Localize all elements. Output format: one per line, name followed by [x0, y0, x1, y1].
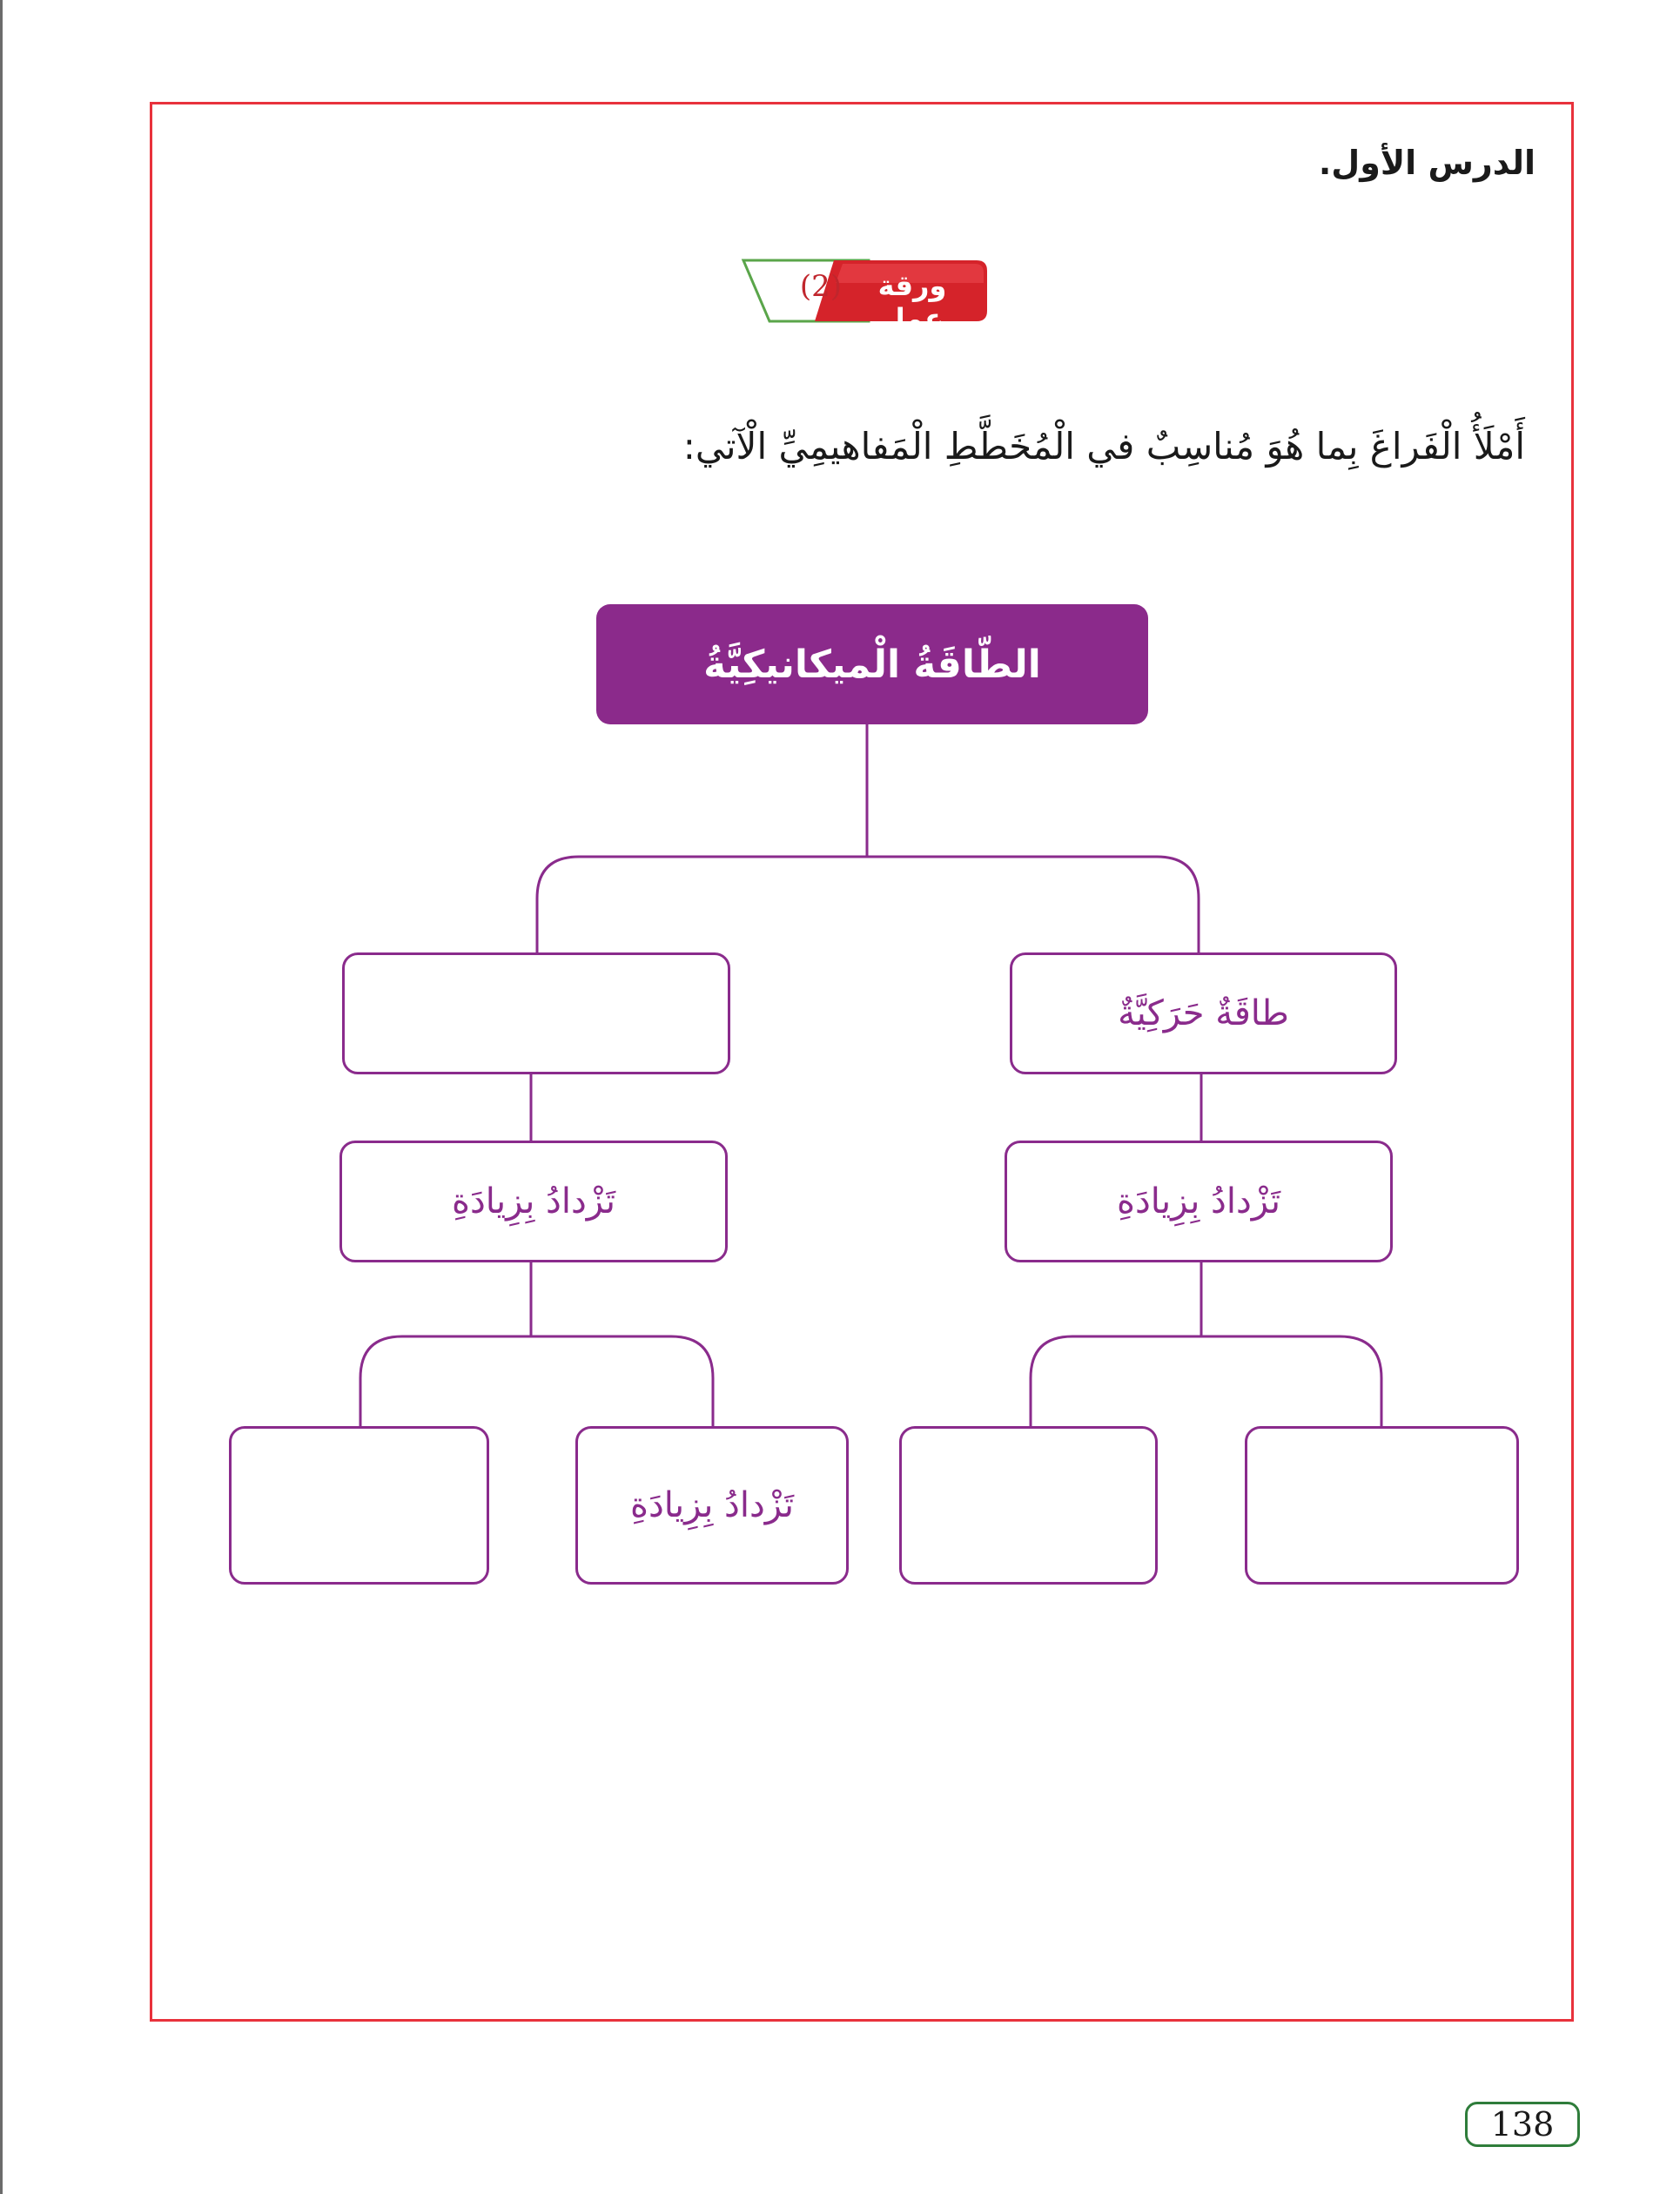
instruction-text: أَمْلَأُ الْفَراغَ بِما هُوَ مُناسِبٌ في الْمُخَطَّطِ الْمَفاهيمِيِّ الْآتي: — [682, 425, 1525, 468]
root-concept-box: الطّاقَةُ الْميكانيكِيَّةُ — [596, 604, 1148, 724]
level1-connector — [537, 857, 1199, 954]
blank-branch-box[interactable] — [342, 952, 730, 1074]
worksheet-label: ورقة عمل — [877, 269, 947, 335]
right-leaf-connector — [1031, 1336, 1381, 1428]
right-leaf-box-1[interactable] — [1245, 1426, 1519, 1585]
left-increases-box: تَزْدادُ بِزِيادَةِ — [339, 1141, 728, 1262]
right-increases-box: تَزْدادُ بِزِيادَةِ — [1005, 1141, 1393, 1262]
lesson-title: الدرس الأول. — [1318, 144, 1536, 182]
page-number: 138 — [1465, 2102, 1580, 2147]
left-leaf-increases-box: تَزْدادُ بِزِيادَةِ — [575, 1426, 849, 1585]
worksheet-number: (2) — [799, 269, 843, 304]
left-leaf-connector — [360, 1336, 713, 1428]
kinetic-energy-box: طاقَةٌ حَرَكِيَّةٌ — [1010, 952, 1397, 1074]
left-leaf-blank-box[interactable] — [229, 1426, 489, 1585]
right-leaf-box-2[interactable] — [899, 1426, 1158, 1585]
